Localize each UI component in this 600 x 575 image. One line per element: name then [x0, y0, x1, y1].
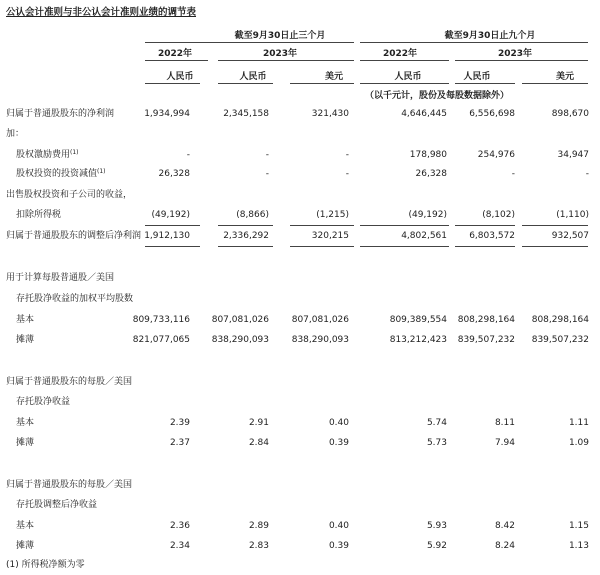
unit-note: （以千元计，股份及每股数据除外）	[365, 91, 510, 101]
cell-value: 807,081,026	[211, 315, 269, 325]
cell-value: 1,934,994	[144, 109, 190, 119]
row-label: 基本	[16, 418, 35, 428]
cell-value: 2.89	[248, 521, 269, 531]
cell-value: 6,803,572	[469, 231, 515, 241]
cell-value: 839,507,232	[531, 335, 589, 345]
header-line-2022-9m	[360, 60, 449, 61]
cell-value: 254,976	[477, 150, 515, 160]
header-line-c5	[455, 83, 515, 84]
table-row	[0, 540, 600, 553]
table-row	[0, 334, 600, 347]
cell-value: 2.37	[169, 438, 190, 448]
total-line	[145, 246, 200, 247]
total-line	[218, 246, 273, 247]
cell-value: 0.40	[328, 521, 349, 531]
header-line-c3	[290, 83, 354, 84]
row-label: 摊薄	[16, 541, 35, 551]
footnote: (1) 所得税净额为零	[6, 560, 85, 570]
cell-value: 8.42	[494, 521, 515, 531]
header-year-9m-2022: 2022年	[382, 49, 418, 59]
cell-value: 1.15	[568, 521, 589, 531]
row-label	[16, 168, 106, 181]
subtotal-line	[455, 225, 515, 226]
table-title: 公认会计准则与非公认会计准则业绩的调节表	[6, 7, 197, 18]
cell-value: 4,646,445	[401, 109, 447, 119]
cell-value: 26,328	[158, 169, 190, 179]
table-row	[0, 230, 600, 243]
table-row	[0, 189, 600, 202]
table-row	[0, 293, 600, 306]
cell-value: (8,102)	[482, 210, 515, 220]
subtotal-line	[522, 225, 588, 226]
cell-value: 0.39	[328, 541, 349, 551]
cell-value: -	[186, 150, 190, 160]
table-row	[0, 417, 600, 430]
cell-value: 26,328	[415, 169, 447, 179]
cell-value: 838,290,093	[291, 335, 349, 345]
row-label: 存托股净收益	[16, 397, 71, 407]
cell-value: -	[265, 150, 269, 160]
header-line-9m	[360, 42, 588, 43]
table-row	[0, 396, 600, 409]
table-row	[0, 108, 600, 121]
cell-value: (49,192)	[151, 210, 190, 220]
cell-value: 809,389,554	[389, 315, 447, 325]
cell-value: 2.34	[169, 541, 190, 551]
cell-value: 898,670	[551, 109, 589, 119]
cell-value: 5.92	[426, 541, 447, 551]
cell-value: 2.39	[169, 418, 190, 428]
cell-value: 34,947	[557, 150, 589, 160]
header-currency-2: 人民币	[239, 72, 267, 82]
table-row	[0, 149, 600, 162]
cell-value: 5.73	[426, 438, 447, 448]
row-label: 加：	[6, 129, 25, 139]
row-label: 基本	[16, 315, 35, 325]
cell-value: 839,507,232	[457, 335, 515, 345]
row-label: 出售股权投资和子公司的收益，	[6, 190, 133, 200]
cell-value: 932,507	[551, 231, 589, 241]
table-row	[0, 499, 600, 512]
header-year-3m-2023: 2023年	[262, 49, 298, 59]
cell-value: 321,430	[311, 109, 349, 119]
footnote-marker: (1)	[97, 168, 106, 175]
cell-value: (8,866)	[236, 210, 269, 220]
cell-value: 2.84	[248, 438, 269, 448]
row-label: 基本	[16, 521, 35, 531]
cell-value: 5.74	[426, 418, 447, 428]
row-label: 摊薄	[16, 438, 35, 448]
header-line-c1	[145, 83, 200, 84]
cell-value: 807,081,026	[291, 315, 349, 325]
cell-value: -	[585, 169, 589, 179]
cell-value: 1,912,130	[144, 231, 190, 241]
cell-value: 178,980	[409, 150, 447, 160]
cell-value: 5.93	[426, 521, 447, 531]
cell-value: 8.24	[494, 541, 515, 551]
row-label	[16, 149, 79, 162]
cell-value: 809,733,116	[132, 315, 190, 325]
cell-value: -	[345, 150, 349, 160]
header-currency-6: 美元	[555, 72, 574, 82]
table-row	[0, 437, 600, 450]
row-label: 归属于普通股股东的每股／美国	[6, 377, 133, 387]
header-line-c4	[360, 83, 449, 84]
cell-value: 813,212,423	[389, 335, 447, 345]
total-line	[360, 246, 449, 247]
table-row	[0, 128, 600, 141]
cell-value: 7.94	[494, 438, 515, 448]
cell-value: -	[265, 169, 269, 179]
cell-value: 0.40	[328, 418, 349, 428]
header-period-3m: 截至9月30日止三个月	[234, 31, 326, 41]
cell-value: (49,192)	[408, 210, 447, 220]
row-label: 归属于普通股股东的调整后净利润	[6, 231, 142, 241]
cell-value: 4,802,561	[401, 231, 447, 241]
cell-value: 808,298,164	[531, 315, 589, 325]
header-currency-5: 人民币	[463, 72, 491, 82]
cell-value: 808,298,164	[457, 315, 515, 325]
cell-value: 6,556,698	[469, 109, 515, 119]
cell-value: -	[511, 169, 515, 179]
cell-value: 838,290,093	[211, 335, 269, 345]
header-line-2023-9m	[455, 60, 588, 61]
cell-value: 8.11	[494, 418, 515, 428]
subtotal-line	[145, 225, 200, 226]
header-line-c2	[218, 83, 273, 84]
header-line-2022-3m	[145, 60, 208, 61]
cell-value: 2,336,292	[223, 231, 269, 241]
header-currency-1: 人民币	[166, 72, 194, 82]
subtotal-line	[290, 225, 354, 226]
header-line-c6	[522, 83, 588, 84]
table-row	[0, 272, 600, 285]
cell-value: 2,345,158	[223, 109, 269, 119]
row-label: 归属于普通股股东的每股／美国	[6, 480, 133, 490]
header-currency-3: 美元	[324, 72, 343, 82]
row-label: 存托股净收益的加权平均股数	[16, 294, 134, 304]
table-row	[0, 168, 600, 181]
cell-value: 2.83	[248, 541, 269, 551]
row-label: 归属于普通股股东的净利润	[6, 109, 115, 119]
footnote-marker: (1)	[70, 149, 79, 156]
cell-value: 320,215	[311, 231, 349, 241]
subtotal-line	[360, 225, 449, 226]
subtotal-line	[218, 225, 273, 226]
header-line-3m	[145, 42, 354, 43]
cell-value: 0.39	[328, 438, 349, 448]
table-row	[0, 479, 600, 492]
total-line	[455, 246, 515, 247]
total-line	[290, 246, 354, 247]
cell-value: 2.91	[248, 418, 269, 428]
total-line	[522, 246, 588, 247]
cell-value: 1.13	[568, 541, 589, 551]
row-label: 用于计算每股普通股／美国	[6, 273, 115, 283]
cell-value: 2.36	[169, 521, 190, 531]
row-label: 摊薄	[16, 335, 35, 345]
table-row	[0, 314, 600, 327]
cell-value: (1,215)	[316, 210, 349, 220]
header-currency-4: 人民币	[394, 72, 422, 82]
cell-value: -	[345, 169, 349, 179]
header-line-2023-3m	[218, 60, 354, 61]
cell-value: 821,077,065	[132, 335, 190, 345]
cell-value: 1.09	[568, 438, 589, 448]
row-label: 扣除所得税	[16, 210, 62, 220]
row-label-text: 股权激励费用	[16, 150, 71, 160]
cell-value: 1.11	[568, 418, 589, 428]
table-row	[0, 209, 600, 222]
header-year-3m-2022: 2022年	[157, 49, 193, 59]
table-row	[0, 376, 600, 389]
header-period-9m: 截至9月30日止九个月	[444, 31, 536, 41]
cell-value: (1,110)	[556, 210, 589, 220]
table-row	[0, 520, 600, 533]
row-label: 存托股调整后净收益	[16, 500, 98, 510]
row-label-text: 股权投资的投资减值	[16, 169, 98, 179]
header-year-9m-2023: 2023年	[497, 49, 533, 59]
